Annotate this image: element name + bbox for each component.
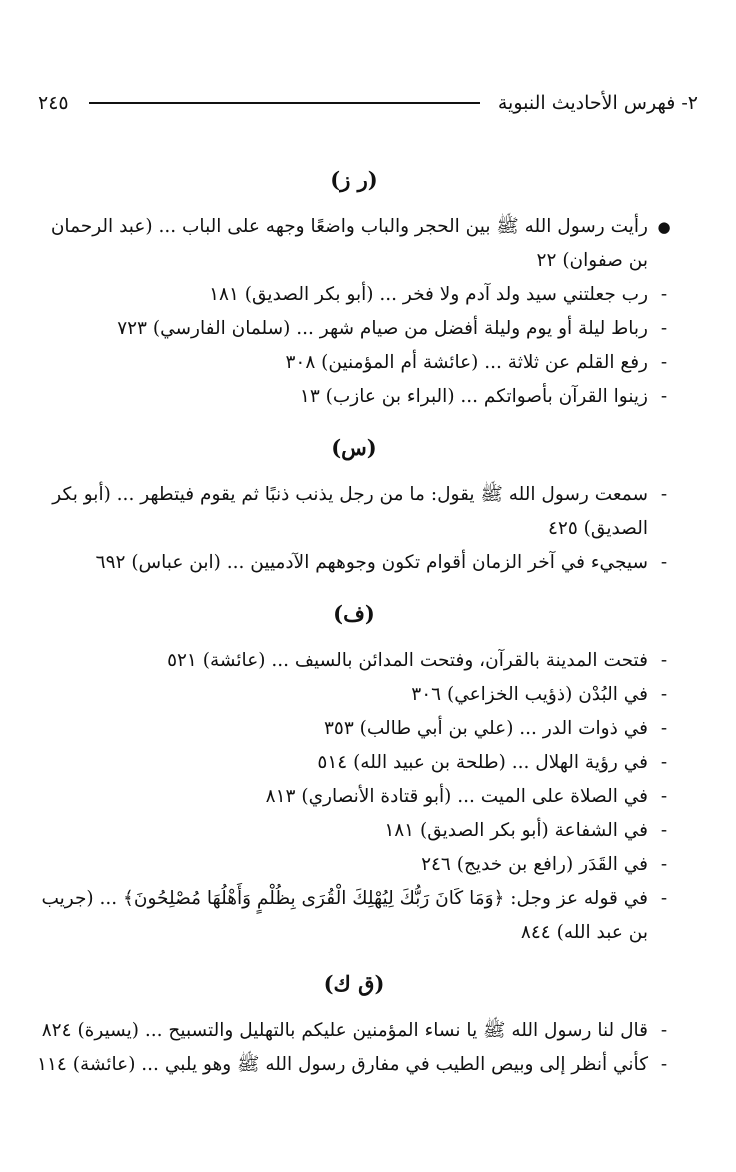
- hadith-index: [34, 160, 674, 1082]
- entry-page-ref: ١٨١: [209, 284, 239, 305]
- entry-page-ref: ٤٢٥: [547, 518, 578, 539]
- entry-text: سيجيء في آخر الزمان أقوام تكون وجوههم الآدميين ... (ابن عباس): [131, 552, 648, 573]
- entry-text: في الصلاة على الميت ... (أبو قتادة الأنصاري): [301, 786, 648, 807]
- entry-text: رفع القلم عن ثلاثة ... (عائشة أم المؤمنين): [321, 352, 648, 373]
- list-item: [34, 546, 674, 580]
- entry-page-ref: ٢٢: [536, 250, 557, 271]
- dash-icon: -: [660, 352, 668, 373]
- entry-text: رباط ليلة أو يوم وليلة أفضل من صيام شهر ... (سلمان الفارسي): [152, 318, 648, 339]
- dash-icon: -: [660, 552, 668, 573]
- page-header: [38, 88, 698, 118]
- entry-text: رأيت رسول الله ﷺ بين الحجر والباب واضعًا وجهه على الباب ... (عبد الرحمان بن صفوان): [50, 216, 648, 271]
- list-item: [34, 678, 674, 712]
- entry-text: زينوا القرآن بأصواتكم ... (البراء بن عازب): [325, 386, 648, 407]
- entry-page-ref: ٣٥٣: [323, 718, 354, 739]
- entry-page-ref: ٣٠٨: [285, 352, 316, 373]
- list-item: [34, 312, 674, 346]
- entry-text: في الشفاعة (أبو بكر الصديق): [420, 820, 648, 841]
- list-item: [34, 380, 674, 414]
- dash-icon: -: [660, 888, 668, 909]
- entry-page-ref: ١١٤: [37, 1054, 67, 1075]
- entry-text: كأني أنظر إلى وبيص الطيب في مفارق رسول الله ﷺ وهو يلبي ... (عائشة): [72, 1054, 648, 1075]
- entry-text: في البُدْن (ذؤيب الخزاعي): [446, 684, 648, 705]
- entry-text: في قوله عز وجل: ﴿وَمَا كَانَ رَبُّكَ لِيُهْلِكَ الْقُرَى بِظُلْمٍ وَأَهْلُهَا مُصْلِحُونَ﴾ ... (جريب بن عبد الله): [41, 888, 648, 943]
- entry-text: قال لنا رسول الله ﷺ يا نساء المؤمنين عليكم بالتهليل والتسبيح ... (يسيرة): [77, 1020, 648, 1041]
- entry-page-ref: ٨٢٤: [41, 1020, 72, 1041]
- list-item: [34, 746, 674, 780]
- entry-page-ref: ٨٤٤: [520, 922, 551, 943]
- dash-icon: -: [660, 386, 668, 407]
- section-heading: (ق ك): [323, 971, 385, 996]
- list-item: [34, 1014, 674, 1048]
- entry-page-ref: ٣٠٦: [411, 684, 442, 705]
- dash-icon: -: [660, 718, 668, 739]
- list-item: [34, 644, 674, 678]
- list-item: [34, 780, 674, 814]
- entry-page-ref: ٦٩٢: [95, 552, 126, 573]
- list-item: [34, 478, 674, 546]
- dash-icon: -: [660, 820, 668, 841]
- page-number: ٢٤٥: [38, 92, 69, 114]
- entry-page-ref: ٧٢٣: [117, 318, 147, 339]
- dash-icon: -: [660, 1054, 668, 1075]
- entry-page-ref: ٥١٤: [317, 752, 348, 773]
- entry-text: سمعت رسول الله ﷺ يقول: ما من رجل يذنب ذنبًا ثم يقوم فيتطهر ... (أبو بكر الصديق): [52, 484, 648, 539]
- dash-icon: -: [660, 284, 668, 305]
- bullet-icon: ●: [657, 218, 671, 236]
- entry-page-ref: ١٨١: [384, 820, 415, 841]
- entry-text: في ذوات الدر ... (علي بن أبي طالب): [359, 718, 648, 739]
- dash-icon: -: [660, 484, 668, 505]
- list-item: [34, 1048, 674, 1082]
- dash-icon: -: [660, 650, 668, 671]
- entry-text: في رؤية الهلال ... (طلحة بن عبيد الله): [353, 752, 648, 773]
- entry-text: في القَدَر (رافع بن خديج): [456, 854, 648, 875]
- list-item: [34, 882, 674, 950]
- section-heading: (ر ز): [330, 167, 378, 192]
- dash-icon: -: [660, 684, 668, 705]
- entry-page-ref: ٨١٣: [265, 786, 296, 807]
- section-heading: (ف): [333, 601, 375, 626]
- entry-page-ref: ٢٤٦: [421, 854, 451, 875]
- list-item: [34, 848, 674, 882]
- header-rule: [89, 102, 480, 104]
- dash-icon: -: [660, 786, 668, 807]
- section-heading: (س): [331, 435, 377, 460]
- entry-text: رب جعلتني سيد ولد آدم ولا فخر ... (أبو بكر الصديق): [244, 284, 648, 305]
- running-title: ٢- فهرس الأحاديث النبوية: [497, 92, 698, 114]
- list-item: [34, 278, 674, 312]
- list-item: [34, 210, 674, 278]
- entry-page-ref: ٥٢١: [167, 650, 197, 671]
- dash-icon: -: [660, 752, 668, 773]
- list-item: [34, 814, 674, 848]
- entry-text: فتحت المدينة بالقرآن، وفتحت المدائن بالسيف ... (عائشة): [202, 650, 648, 671]
- dash-icon: -: [660, 854, 668, 875]
- list-item: [34, 346, 674, 380]
- dash-icon: -: [660, 318, 668, 339]
- list-item: [34, 712, 674, 746]
- dash-icon: -: [660, 1020, 668, 1041]
- entry-page-ref: ١٣: [299, 386, 320, 407]
